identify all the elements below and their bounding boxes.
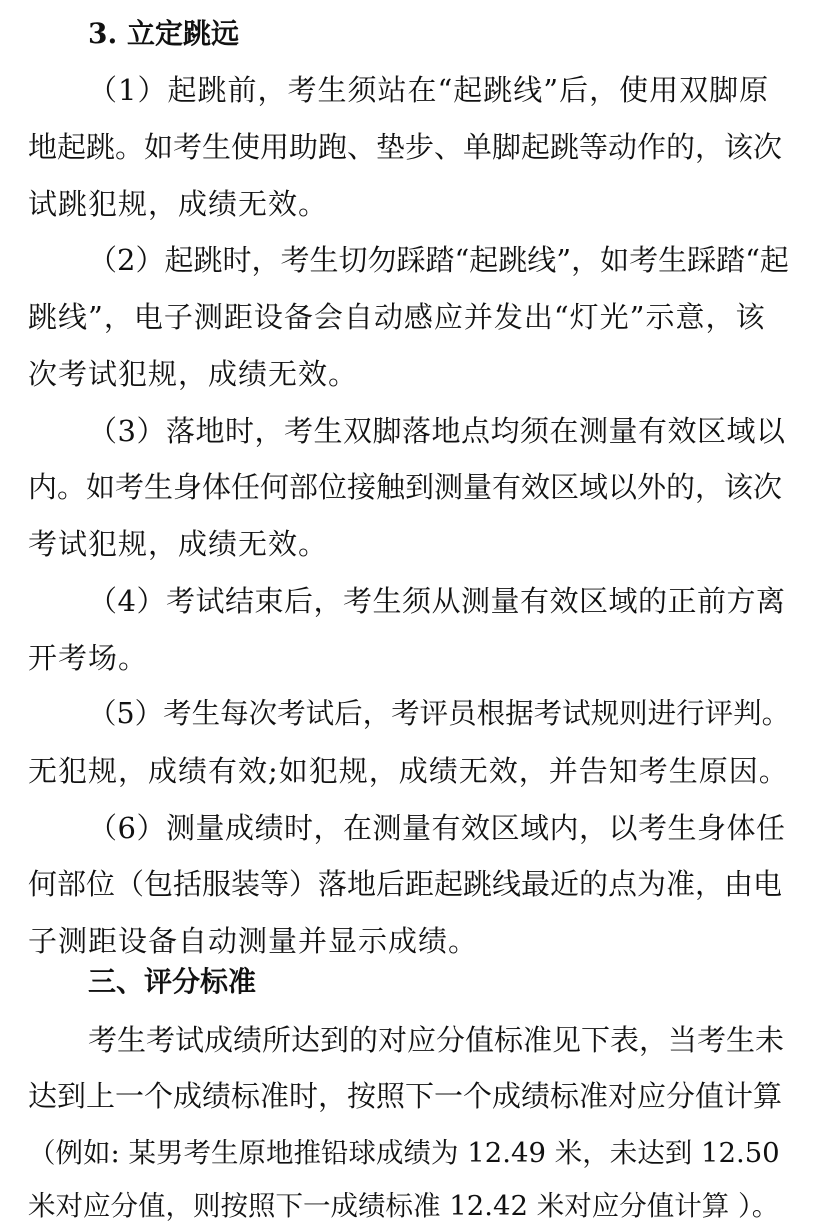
section-heading-standing-long-jump: 3. 立定跳远: [88, 17, 239, 50]
rule-5-line-2: 无犯规，成绩有效;如犯规，成绩无效，并告知考生原因。: [28, 754, 789, 788]
section-heading-scoring-standard: 三、评分标准: [88, 965, 257, 998]
scoring-line-3: （例如: 某男考生原地推铅球成绩为 12.49 米，未达到 12.50: [28, 1137, 780, 1169]
rule-4-line-1: （4）考试结束后，考生须从测量有效区域的正前方离: [88, 584, 786, 618]
rule-3-line-3: 考试犯规，成绩无效。: [28, 527, 329, 561]
rule-2-line-1: （2）起跳时，考生切勿踩踏“起跳线”，如考生踩踏“起: [88, 243, 789, 277]
rule-2-line-2: 跳线”，电子测距设备会自动感应并发出“灯光”示意，该: [28, 300, 766, 334]
rule-3-line-2: 内。如考生身体任何部位接触到测量有效区域以外的，该次: [28, 470, 783, 504]
rule-3-line-1: （3）落地时，考生双脚落地点均须在测量有效区域以: [88, 414, 786, 448]
rule-1-line-3: 试跳犯规，成绩无效。: [28, 187, 329, 221]
rule-6-line-1: （6）测量成绩时，在测量有效区域内，以考生身体任: [88, 811, 786, 845]
rule-2-line-3: 次考试犯规，成绩无效。: [28, 357, 359, 391]
rule-5-line-1: （5）考生每次考试后，考评员根据考试规则进行评判。: [88, 697, 791, 730]
rule-1-line-1: （1）起跳前，考生须站在“起跳线”后，使用双脚原: [88, 73, 770, 107]
rule-1-line-2: 地起跳。如考生使用助跑、垫步、单脚起跳等动作的，该次: [28, 130, 783, 164]
rule-6-line-3: 子测距设备自动测量并显示成绩。: [28, 924, 479, 958]
scoring-line-2: 达到上一个成绩标准时，按照下一个成绩标准对应分值计算: [28, 1079, 783, 1113]
scoring-line-1: 考生考试成绩所达到的对应分值标准见下表，当考生未: [88, 1023, 785, 1057]
rule-6-line-2: 何部位（包括服装等）落地后距起跳线最近的点为准，由电: [28, 867, 783, 901]
rule-4-line-2: 开考场。: [28, 641, 149, 675]
scoring-line-4: 米对应分值，则按照下一成绩标准 12.42 米对应分值计算 ）。: [28, 1190, 780, 1222]
